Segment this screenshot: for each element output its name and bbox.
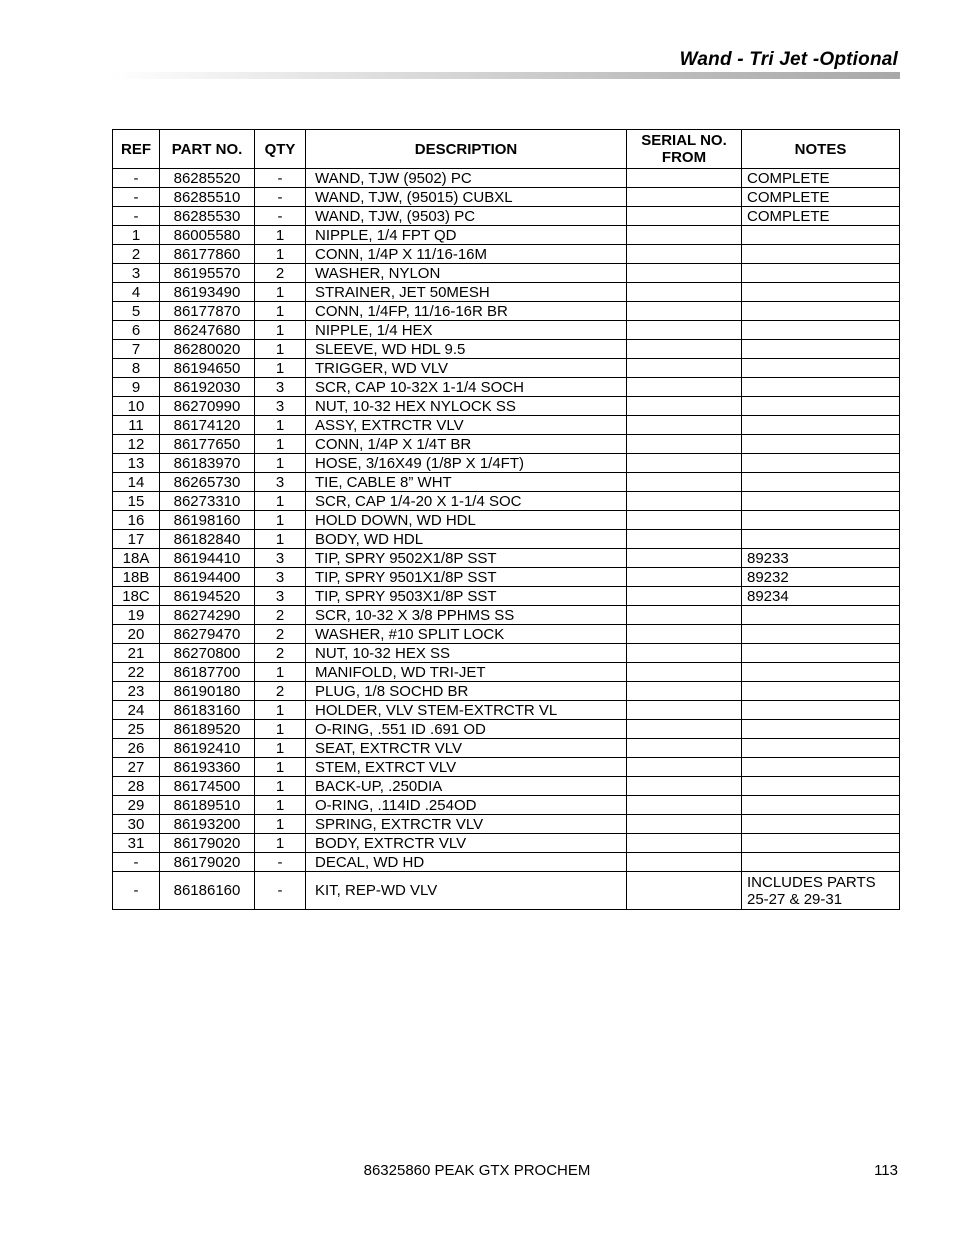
table-row xyxy=(113,815,900,834)
table-row xyxy=(113,473,900,492)
cell-part-no: 86194410 xyxy=(160,549,255,568)
cell-qty: 1 xyxy=(255,454,306,473)
cell-ref: 18A xyxy=(113,549,160,568)
cell-description: TIP, SPRY 9502X1/8P SST xyxy=(306,549,627,568)
cell-description: O-RING, .551 ID .691 OD xyxy=(306,720,627,739)
cell-serial-no-from xyxy=(627,188,742,207)
table-row xyxy=(113,378,900,397)
table-row xyxy=(113,264,900,283)
cell-qty: 3 xyxy=(255,378,306,397)
cell-ref: 29 xyxy=(113,796,160,815)
cell-serial-no-from xyxy=(627,682,742,701)
cell-description: KIT, REP-WD VLV xyxy=(306,872,627,910)
cell-description: TIP, SPRY 9501X1/8P SST xyxy=(306,568,627,587)
column-header-ref: REF xyxy=(113,130,160,169)
cell-notes xyxy=(742,473,900,492)
cell-part-no: 86179020 xyxy=(160,834,255,853)
cell-serial-no-from xyxy=(627,872,742,910)
cell-notes xyxy=(742,834,900,853)
cell-ref: 7 xyxy=(113,340,160,359)
cell-part-no: 86177860 xyxy=(160,245,255,264)
cell-ref: 2 xyxy=(113,245,160,264)
cell-serial-no-from xyxy=(627,492,742,511)
cell-qty: 1 xyxy=(255,511,306,530)
table-row xyxy=(113,340,900,359)
cell-part-no: 86270800 xyxy=(160,644,255,663)
cell-ref: 15 xyxy=(113,492,160,511)
cell-qty: - xyxy=(255,872,306,910)
cell-ref: 8 xyxy=(113,359,160,378)
cell-part-no: 86195570 xyxy=(160,264,255,283)
cell-part-no: 86193360 xyxy=(160,758,255,777)
table-row xyxy=(113,758,900,777)
cell-part-no: 86279470 xyxy=(160,625,255,644)
cell-ref: 6 xyxy=(113,321,160,340)
cell-serial-no-from xyxy=(627,511,742,530)
cell-part-no: 86194400 xyxy=(160,568,255,587)
table-row xyxy=(113,454,900,473)
table-row xyxy=(113,682,900,701)
cell-part-no: 86182840 xyxy=(160,530,255,549)
table-row xyxy=(113,834,900,853)
cell-description: TIP, SPRY 9503X1/8P SST xyxy=(306,587,627,606)
cell-ref: 5 xyxy=(113,302,160,321)
column-header-notes: NOTES xyxy=(742,130,900,169)
cell-part-no: 86270990 xyxy=(160,397,255,416)
cell-description: HOLDER, VLV STEM-EXTRCTR VL xyxy=(306,701,627,720)
cell-ref: 30 xyxy=(113,815,160,834)
cell-ref: - xyxy=(113,872,160,910)
cell-serial-no-from xyxy=(627,853,742,872)
cell-qty: 1 xyxy=(255,245,306,264)
cell-serial-no-from xyxy=(627,625,742,644)
table-row xyxy=(113,587,900,606)
cell-ref: 21 xyxy=(113,644,160,663)
cell-serial-no-from xyxy=(627,549,742,568)
cell-serial-no-from xyxy=(627,777,742,796)
cell-description: WAND, TJW, (95015) CUBXL xyxy=(306,188,627,207)
table-row xyxy=(113,872,900,910)
cell-notes xyxy=(742,606,900,625)
cell-ref: 10 xyxy=(113,397,160,416)
cell-notes xyxy=(742,739,900,758)
table-row xyxy=(113,511,900,530)
cell-serial-no-from xyxy=(627,264,742,283)
table-row xyxy=(113,530,900,549)
cell-notes xyxy=(742,853,900,872)
table-row xyxy=(113,169,900,188)
cell-serial-no-from xyxy=(627,720,742,739)
cell-serial-no-from xyxy=(627,568,742,587)
cell-serial-no-from xyxy=(627,606,742,625)
cell-qty: 1 xyxy=(255,435,306,454)
cell-notes xyxy=(742,796,900,815)
cell-serial-no-from xyxy=(627,340,742,359)
cell-description: NUT, 10-32 HEX SS xyxy=(306,644,627,663)
cell-ref: 25 xyxy=(113,720,160,739)
cell-description: CONN, 1/4P X 11/16-16M xyxy=(306,245,627,264)
cell-notes xyxy=(742,644,900,663)
cell-notes: COMPLETE xyxy=(742,188,900,207)
cell-qty: 1 xyxy=(255,815,306,834)
cell-description: DECAL, WD HD xyxy=(306,853,627,872)
cell-serial-no-from xyxy=(627,169,742,188)
table-row xyxy=(113,739,900,758)
cell-qty: - xyxy=(255,169,306,188)
table-row xyxy=(113,302,900,321)
cell-ref: - xyxy=(113,207,160,226)
parts-table-body xyxy=(113,169,900,910)
cell-part-no: 86192410 xyxy=(160,739,255,758)
table-row xyxy=(113,492,900,511)
cell-description: BODY, WD HDL xyxy=(306,530,627,549)
cell-qty: 1 xyxy=(255,321,306,340)
cell-qty: 1 xyxy=(255,359,306,378)
table-row xyxy=(113,359,900,378)
cell-serial-no-from xyxy=(627,701,742,720)
cell-ref: 24 xyxy=(113,701,160,720)
cell-part-no: 86194650 xyxy=(160,359,255,378)
cell-part-no: 86285520 xyxy=(160,169,255,188)
parts-table xyxy=(112,129,900,910)
cell-description: TRIGGER, WD VLV xyxy=(306,359,627,378)
cell-part-no: 86174120 xyxy=(160,416,255,435)
cell-serial-no-from xyxy=(627,473,742,492)
cell-description: NIPPLE, 1/4 FPT QD xyxy=(306,226,627,245)
cell-notes xyxy=(742,226,900,245)
cell-ref: 23 xyxy=(113,682,160,701)
cell-qty: 1 xyxy=(255,283,306,302)
cell-ref: 27 xyxy=(113,758,160,777)
cell-serial-no-from xyxy=(627,378,742,397)
cell-qty: - xyxy=(255,207,306,226)
cell-description: SPRING, EXTRCTR VLV xyxy=(306,815,627,834)
cell-ref: 17 xyxy=(113,530,160,549)
cell-qty: - xyxy=(255,853,306,872)
cell-ref: 20 xyxy=(113,625,160,644)
cell-qty: 2 xyxy=(255,606,306,625)
cell-notes xyxy=(742,625,900,644)
cell-part-no: 86179020 xyxy=(160,853,255,872)
cell-description: STEM, EXTRCT VLV xyxy=(306,758,627,777)
cell-description: ASSY, EXTRCTR VLV xyxy=(306,416,627,435)
cell-notes xyxy=(742,777,900,796)
column-header-serial-no-from: SERIAL NO. FROM xyxy=(627,130,742,169)
cell-notes xyxy=(742,492,900,511)
cell-ref: 4 xyxy=(113,283,160,302)
cell-part-no: 86177650 xyxy=(160,435,255,454)
cell-part-no: 86194520 xyxy=(160,587,255,606)
column-header-description: DESCRIPTION xyxy=(306,130,627,169)
cell-serial-no-from xyxy=(627,587,742,606)
cell-description: CONN, 1/4FP, 11/16-16R BR xyxy=(306,302,627,321)
cell-description: HOSE, 3/16X49 (1/8P X 1/4FT) xyxy=(306,454,627,473)
cell-description: SCR, CAP 10-32X 1-1/4 SOCH xyxy=(306,378,627,397)
cell-part-no: 86198160 xyxy=(160,511,255,530)
cell-serial-no-from xyxy=(627,302,742,321)
cell-ref: - xyxy=(113,169,160,188)
table-row xyxy=(113,397,900,416)
table-row xyxy=(113,720,900,739)
cell-serial-no-from xyxy=(627,644,742,663)
cell-ref: 12 xyxy=(113,435,160,454)
cell-qty: 1 xyxy=(255,739,306,758)
cell-description: WASHER, #10 SPLIT LOCK xyxy=(306,625,627,644)
cell-serial-no-from xyxy=(627,739,742,758)
cell-description: SLEEVE, WD HDL 9.5 xyxy=(306,340,627,359)
cell-description: BACK-UP, .250DIA xyxy=(306,777,627,796)
cell-part-no: 86280020 xyxy=(160,340,255,359)
cell-description: STRAINER, JET 50MESH xyxy=(306,283,627,302)
cell-part-no: 86005580 xyxy=(160,226,255,245)
cell-notes xyxy=(742,359,900,378)
cell-qty: 3 xyxy=(255,587,306,606)
cell-serial-no-from xyxy=(627,796,742,815)
cell-serial-no-from xyxy=(627,815,742,834)
cell-description: WAND, TJW, (9503) PC xyxy=(306,207,627,226)
cell-ref: 26 xyxy=(113,739,160,758)
cell-qty: 1 xyxy=(255,834,306,853)
cell-serial-no-from xyxy=(627,283,742,302)
table-row xyxy=(113,644,900,663)
cell-part-no: 86285510 xyxy=(160,188,255,207)
cell-ref: 11 xyxy=(113,416,160,435)
cell-notes: 89233 xyxy=(742,549,900,568)
cell-ref: 18C xyxy=(113,587,160,606)
cell-serial-no-from xyxy=(627,834,742,853)
cell-qty: 1 xyxy=(255,777,306,796)
cell-notes: 89234 xyxy=(742,587,900,606)
cell-part-no: 86247680 xyxy=(160,321,255,340)
cell-qty: 1 xyxy=(255,302,306,321)
cell-notes xyxy=(742,435,900,454)
cell-notes xyxy=(742,720,900,739)
cell-description: NIPPLE, 1/4 HEX xyxy=(306,321,627,340)
cell-notes xyxy=(742,663,900,682)
cell-part-no: 86285530 xyxy=(160,207,255,226)
cell-ref: - xyxy=(113,188,160,207)
cell-notes xyxy=(742,511,900,530)
cell-description: SCR, CAP 1/4-20 X 1-1/4 SOC xyxy=(306,492,627,511)
cell-part-no: 86189520 xyxy=(160,720,255,739)
cell-qty: 3 xyxy=(255,549,306,568)
cell-description: SEAT, EXTRCTR VLV xyxy=(306,739,627,758)
column-header-qty: QTY xyxy=(255,130,306,169)
cell-part-no: 86187700 xyxy=(160,663,255,682)
cell-notes xyxy=(742,283,900,302)
cell-qty: 1 xyxy=(255,226,306,245)
cell-description: TIE, CABLE 8” WHT xyxy=(306,473,627,492)
cell-notes xyxy=(742,340,900,359)
footer-document-title: 86325860 PEAK GTX PROCHEM xyxy=(363,1162,591,1179)
cell-notes xyxy=(742,701,900,720)
cell-serial-no-from xyxy=(627,530,742,549)
cell-description: WAND, TJW (9502) PC xyxy=(306,169,627,188)
cell-ref: 28 xyxy=(113,777,160,796)
cell-serial-no-from xyxy=(627,435,742,454)
cell-notes xyxy=(742,321,900,340)
cell-qty: 1 xyxy=(255,796,306,815)
column-header-part-no: PART NO. xyxy=(160,130,255,169)
table-row xyxy=(113,321,900,340)
cell-serial-no-from xyxy=(627,663,742,682)
cell-qty: 2 xyxy=(255,644,306,663)
cell-serial-no-from xyxy=(627,207,742,226)
cell-part-no: 86190180 xyxy=(160,682,255,701)
table-row xyxy=(113,188,900,207)
page-title: Wand - Tri Jet -Optional xyxy=(679,49,898,70)
cell-ref: - xyxy=(113,853,160,872)
cell-serial-no-from xyxy=(627,454,742,473)
cell-description: NUT, 10-32 HEX NYLOCK SS xyxy=(306,397,627,416)
cell-part-no: 86265730 xyxy=(160,473,255,492)
table-row xyxy=(113,625,900,644)
table-row xyxy=(113,853,900,872)
cell-ref: 22 xyxy=(113,663,160,682)
cell-description: O-RING, .114ID .254OD xyxy=(306,796,627,815)
cell-notes xyxy=(742,530,900,549)
cell-notes xyxy=(742,416,900,435)
table-row xyxy=(113,701,900,720)
cell-notes xyxy=(742,758,900,777)
cell-notes: COMPLETE xyxy=(742,207,900,226)
cell-description: HOLD DOWN, WD HDL xyxy=(306,511,627,530)
table-row xyxy=(113,777,900,796)
cell-qty: 3 xyxy=(255,568,306,587)
cell-ref: 1 xyxy=(113,226,160,245)
cell-serial-no-from xyxy=(627,245,742,264)
cell-ref: 3 xyxy=(113,264,160,283)
cell-qty: 3 xyxy=(255,397,306,416)
cell-part-no: 86189510 xyxy=(160,796,255,815)
table-header-row xyxy=(113,130,900,169)
cell-qty: 2 xyxy=(255,264,306,283)
cell-notes: INCLUDES PARTS 25-27 & 29-31 xyxy=(742,872,900,910)
cell-part-no: 86193200 xyxy=(160,815,255,834)
cell-ref: 9 xyxy=(113,378,160,397)
cell-description: BODY, EXTRCTR VLV xyxy=(306,834,627,853)
table-row xyxy=(113,663,900,682)
cell-part-no: 86183160 xyxy=(160,701,255,720)
cell-notes xyxy=(742,378,900,397)
cell-notes xyxy=(742,397,900,416)
cell-description: CONN, 1/4P X 1/4T BR xyxy=(306,435,627,454)
cell-part-no: 86192030 xyxy=(160,378,255,397)
cell-qty: 1 xyxy=(255,663,306,682)
cell-qty: 1 xyxy=(255,492,306,511)
cell-serial-no-from xyxy=(627,226,742,245)
cell-notes xyxy=(742,682,900,701)
cell-qty: 1 xyxy=(255,720,306,739)
cell-qty: 3 xyxy=(255,473,306,492)
cell-part-no: 86186160 xyxy=(160,872,255,910)
cell-serial-no-from xyxy=(627,758,742,777)
table-row xyxy=(113,549,900,568)
table-row xyxy=(113,568,900,587)
cell-notes: COMPLETE xyxy=(742,169,900,188)
cell-notes xyxy=(742,264,900,283)
cell-ref: 14 xyxy=(113,473,160,492)
cell-part-no: 86274290 xyxy=(160,606,255,625)
cell-ref: 13 xyxy=(113,454,160,473)
cell-serial-no-from xyxy=(627,397,742,416)
cell-description: SCR, 10-32 X 3/8 PPHMS SS xyxy=(306,606,627,625)
cell-description: MANIFOLD, WD TRI-JET xyxy=(306,663,627,682)
cell-ref: 31 xyxy=(113,834,160,853)
cell-qty: 1 xyxy=(255,530,306,549)
cell-part-no: 86174500 xyxy=(160,777,255,796)
footer-page-number: 113 xyxy=(874,1162,898,1179)
cell-serial-no-from xyxy=(627,416,742,435)
cell-qty: 1 xyxy=(255,758,306,777)
table-row xyxy=(113,283,900,302)
cell-qty: 2 xyxy=(255,682,306,701)
cell-qty: 1 xyxy=(255,701,306,720)
table-row xyxy=(113,226,900,245)
cell-ref: 19 xyxy=(113,606,160,625)
header-rule xyxy=(110,72,900,79)
cell-part-no: 86177870 xyxy=(160,302,255,321)
cell-notes xyxy=(742,302,900,321)
cell-qty: 2 xyxy=(255,625,306,644)
cell-notes xyxy=(742,245,900,264)
cell-serial-no-from xyxy=(627,321,742,340)
table-row xyxy=(113,207,900,226)
cell-ref: 16 xyxy=(113,511,160,530)
cell-qty: - xyxy=(255,188,306,207)
table-row xyxy=(113,245,900,264)
cell-description: WASHER, NYLON xyxy=(306,264,627,283)
cell-serial-no-from xyxy=(627,359,742,378)
cell-qty: 1 xyxy=(255,340,306,359)
table-row xyxy=(113,416,900,435)
cell-part-no: 86273310 xyxy=(160,492,255,511)
cell-qty: 1 xyxy=(255,416,306,435)
cell-part-no: 86183970 xyxy=(160,454,255,473)
table-row xyxy=(113,606,900,625)
cell-notes: 89232 xyxy=(742,568,900,587)
cell-description: PLUG, 1/8 SOCHD BR xyxy=(306,682,627,701)
cell-ref: 18B xyxy=(113,568,160,587)
table-row xyxy=(113,796,900,815)
cell-notes xyxy=(742,454,900,473)
table-row xyxy=(113,435,900,454)
cell-part-no: 86193490 xyxy=(160,283,255,302)
cell-notes xyxy=(742,815,900,834)
